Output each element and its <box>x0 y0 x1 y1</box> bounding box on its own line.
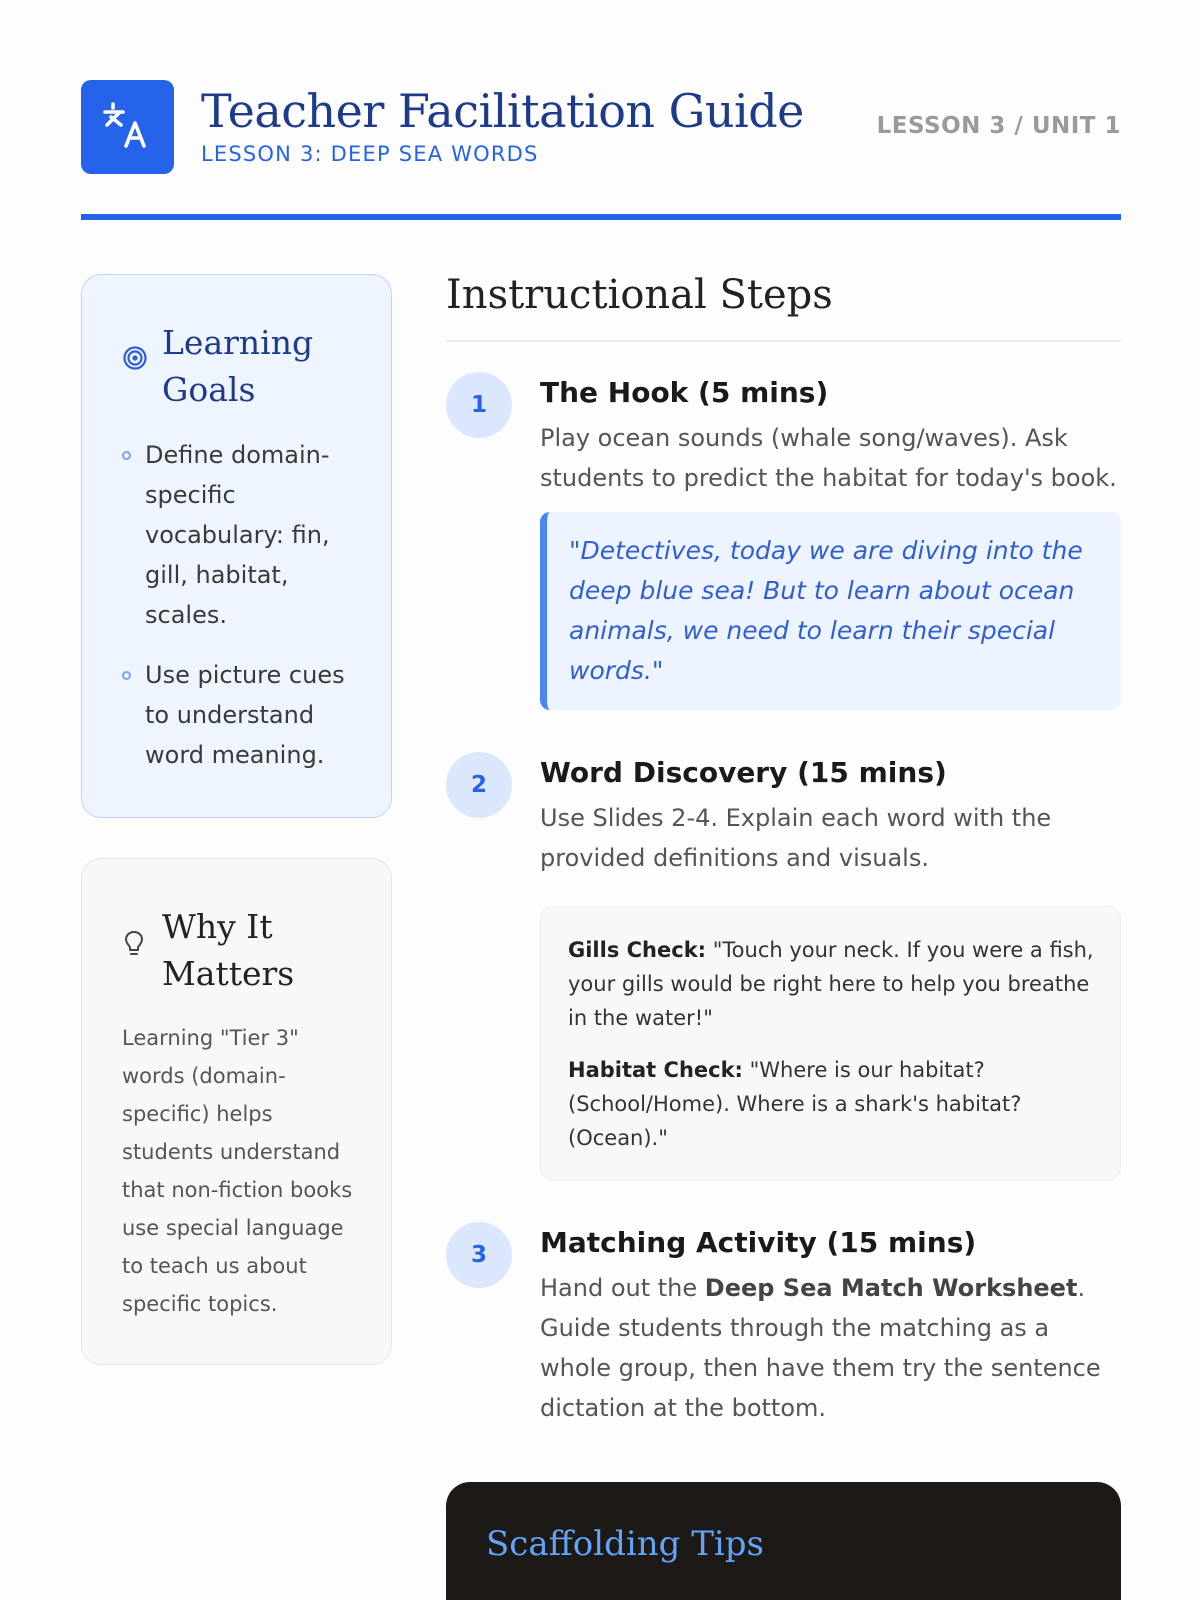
step-number-badge: 3 <box>446 1222 512 1288</box>
habitat-check: Habitat Check: "Where is our habitat? (School/Home). Where is a shark's habitat? (Ocean)." <box>568 1058 1022 1150</box>
gills-check: Gills Check: "Touch your neck. If you were a fish, your gills would be right here to help you breathe in the water!" <box>568 938 1094 1030</box>
lesson-subtitle: LESSON 3: DEEP SEA WORDS <box>201 142 539 166</box>
teacher-quote: "Detectives, today we are diving into the deep blue sea! But to learn about ocean animals, we need to learn their special words." <box>540 512 1121 710</box>
logo <box>81 80 174 174</box>
learning-goals-title: Learning Goals <box>162 323 314 409</box>
comprehension-checks-box <box>540 906 1121 1181</box>
header-divider <box>81 214 1121 220</box>
goal-list <box>122 435 362 795</box>
bullet-icon <box>122 451 131 460</box>
page-header <box>81 80 1121 174</box>
step-number-badge: 2 <box>446 752 512 818</box>
why-it-matters-title: Why It Matters <box>162 907 295 993</box>
scaffolding-tips-card <box>446 1482 1121 1600</box>
step-title: The Hook (5 mins) <box>540 376 829 409</box>
lightbulb-icon <box>122 929 146 959</box>
lesson-unit-label: LESSON 3 / UNIT 1 <box>876 113 1121 139</box>
list-item: Define domain-specific vocabulary: fin, gill, habitat, scales. <box>122 435 362 635</box>
translate-icon <box>100 99 156 155</box>
step-description: Play ocean sounds (whale song/waves). Ask students to predict the habitat for today's book. <box>540 424 1117 492</box>
step-description: Hand out the Deep Sea Match Worksheet. Guide students through the matching as a whole group, then have them try the sentence dictation at the bottom. <box>540 1274 1101 1422</box>
step-title: Word Discovery (15 mins) <box>540 756 947 789</box>
scaffolding-tips-title: Scaffolding Tips <box>486 1524 764 1564</box>
instructional-steps-title: Instructional Steps <box>446 272 833 318</box>
step-title: Matching Activity (15 mins) <box>540 1226 977 1259</box>
why-it-matters-card <box>81 858 392 1365</box>
list-item: Use picture cues to understand word meaning. <box>122 655 362 775</box>
worksheet-name: Deep Sea Match Worksheet <box>704 1274 1078 1302</box>
section-divider <box>446 340 1121 342</box>
step-number-badge: 1 <box>446 372 512 438</box>
step-description: Use Slides 2-4. Explain each word with the provided definitions and visuals. <box>540 804 1052 872</box>
learning-goals-card <box>81 274 392 818</box>
why-it-matters-text: Learning "Tier 3" words (domain-specific) helps students understand that non-fiction books use special language to teach us about specific topics. <box>122 1026 353 1316</box>
target-icon <box>122 345 148 371</box>
page-title: Teacher Facilitation Guide <box>201 84 804 138</box>
bullet-icon <box>122 671 131 680</box>
